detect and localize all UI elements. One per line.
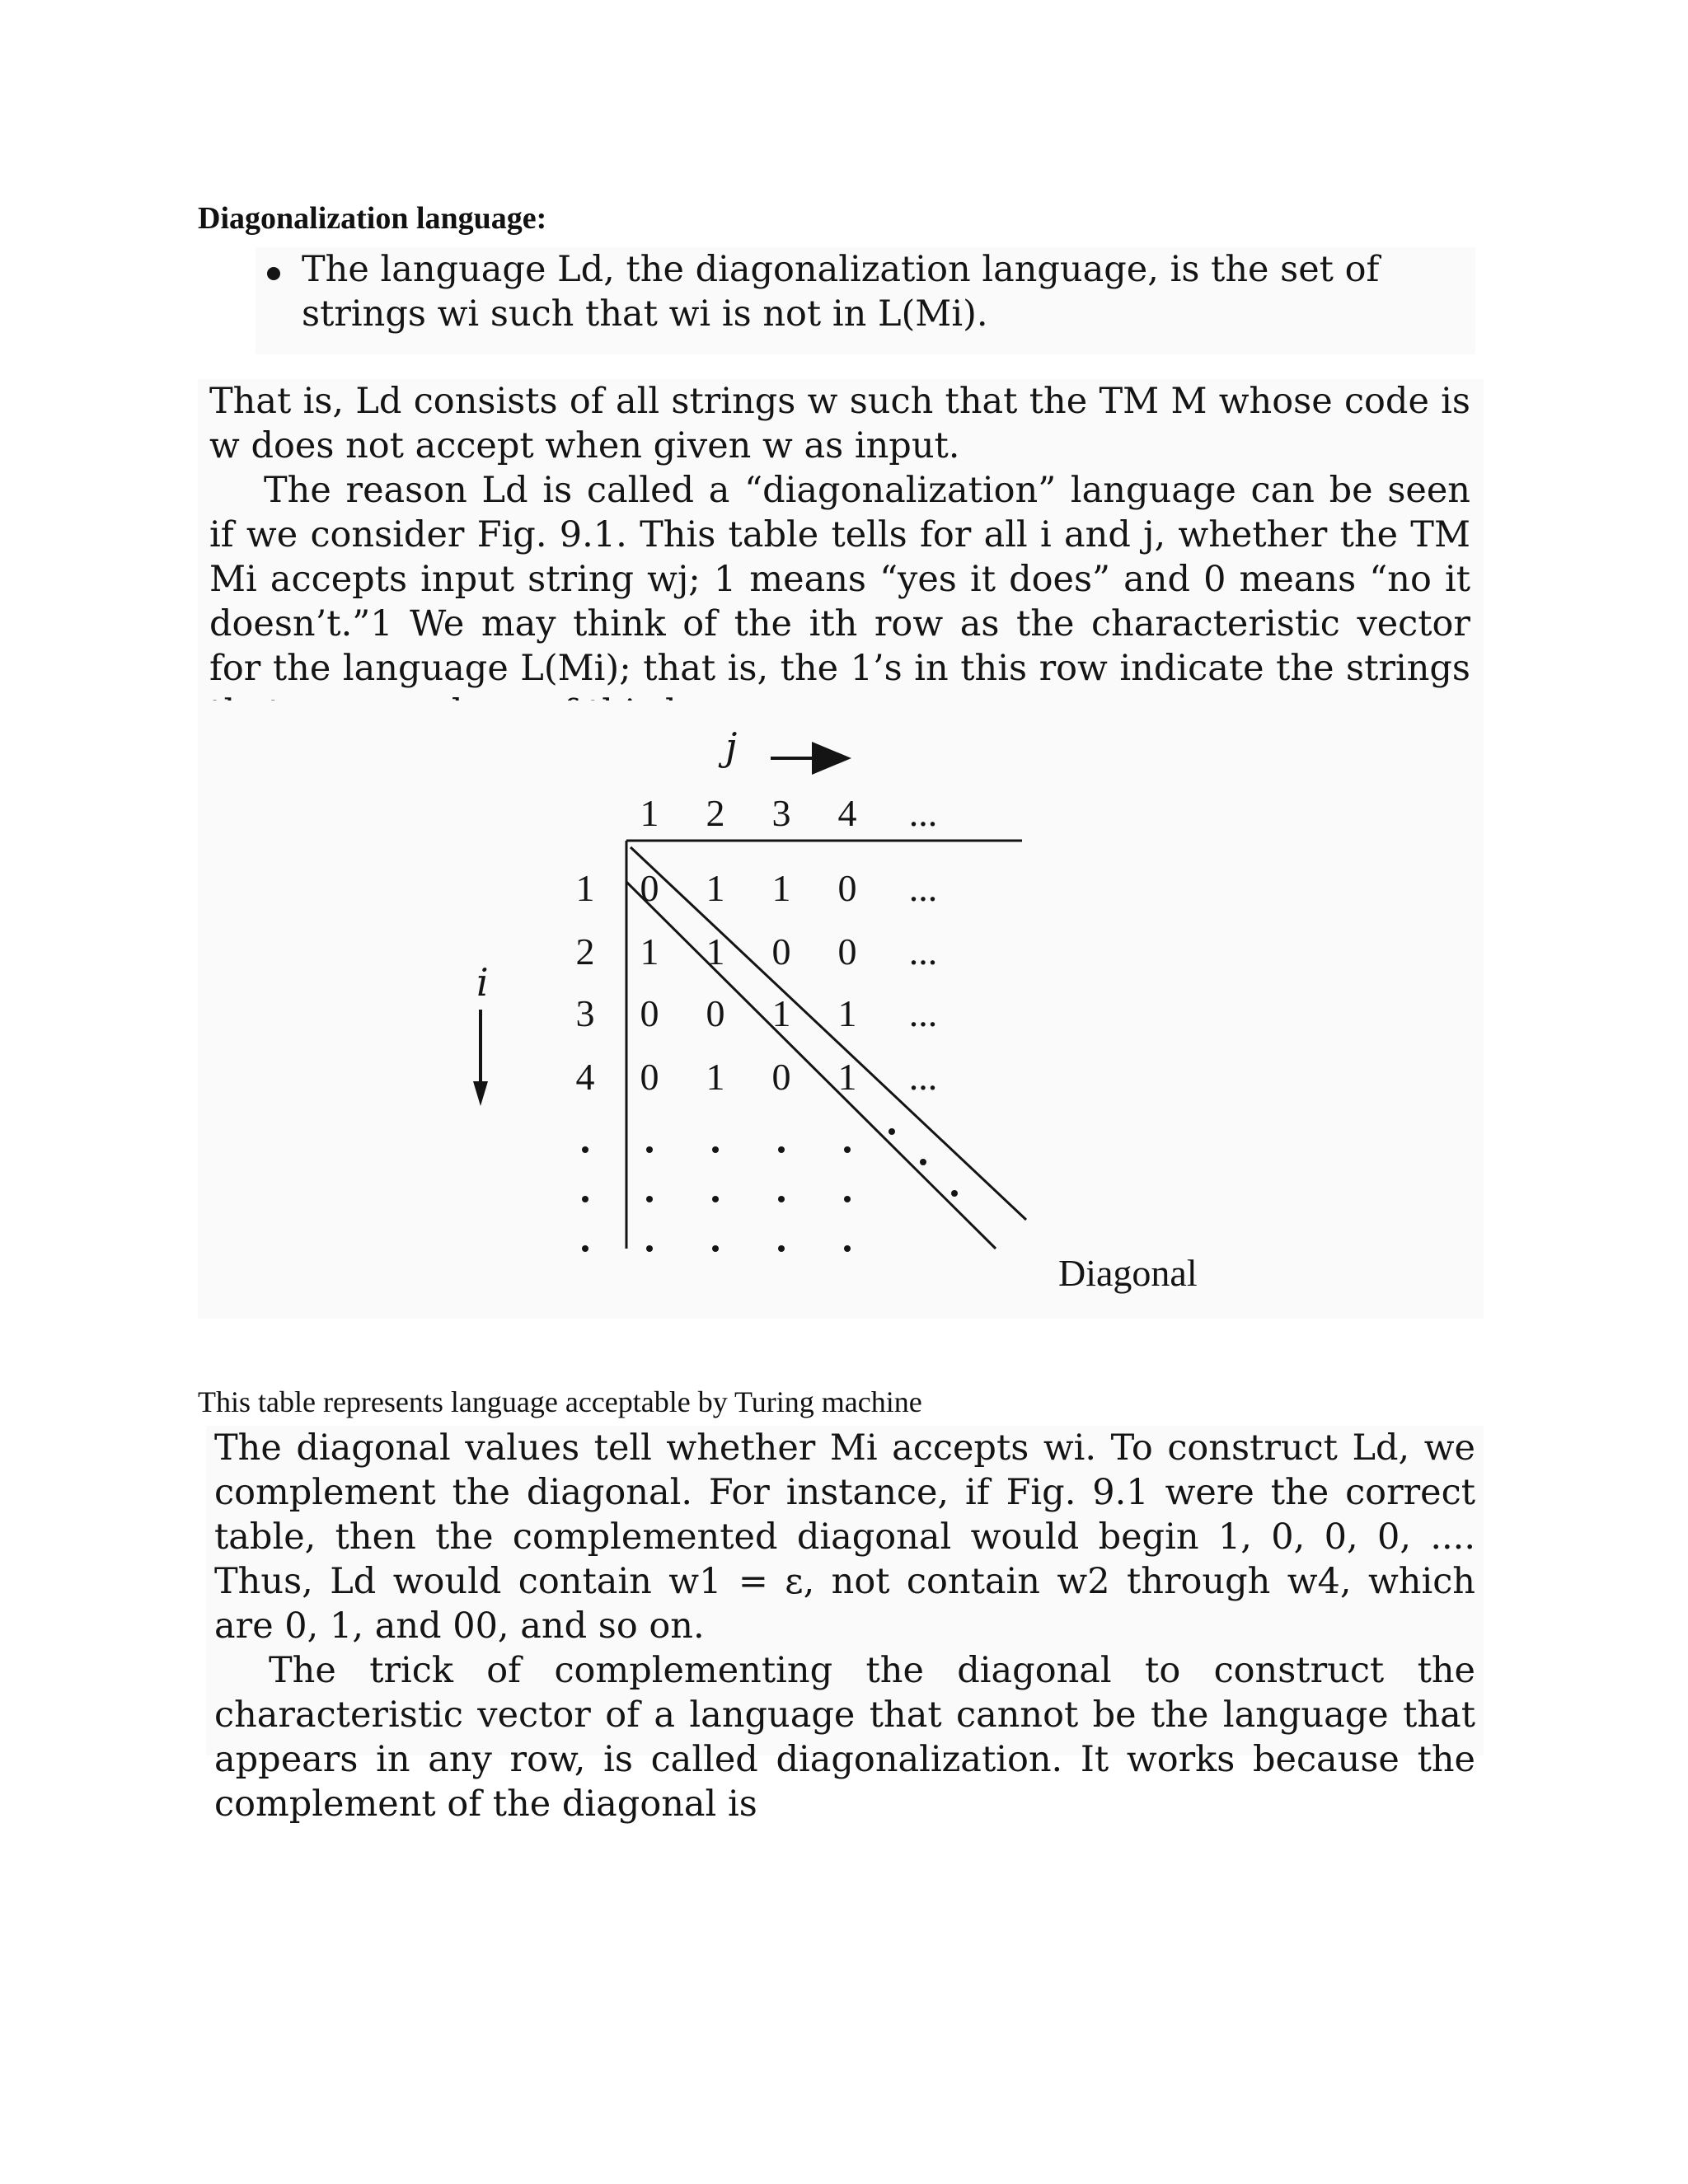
section-heading: Diagonalization language: (198, 201, 547, 236)
dot-r2-c1 (582, 1196, 588, 1202)
definition-text: The language Ld, the diagonalization language, is the set of strings wi such that wi is not in L(Mi). (302, 249, 1380, 335)
paragraph-trick: The trick of complementing the diagonal to construct the characteristic vector of a language that cannot be the language that appears in any row, is called diagonalization. It works because the complement of the diagonal is (214, 1650, 1475, 1825)
cell-r3-c1: 0 (640, 992, 659, 1034)
cell-r1-c2: 1 (706, 867, 725, 909)
diagonal-dot-3 (951, 1190, 958, 1197)
paragraph-reason: The reason Ld is called a “diagonalization” language can be seen if we consider Fig. 9.1. This table tells for all i and j, whether the TM Mi accepts input string wj; 1 means “yes it does” and 0 means “no it doesn’t.”1 We may think of the ith row as the characteristic vector for the language L(Mi); that is, the 1’s in this row indicate the strings (209, 470, 1470, 689)
cell-r2-c3: 0 (771, 930, 791, 972)
cell-r3-c4: 1 (837, 992, 857, 1034)
bullet-dot (267, 267, 280, 280)
column-header-4: 4 (837, 792, 857, 834)
diagonal-line-upper (631, 847, 1026, 1220)
cell-r4-c1: 0 (640, 1056, 659, 1098)
cell-r3-c5: ... (908, 992, 938, 1034)
cell-r1-c4: 0 (837, 867, 857, 909)
row-axis-label: i (476, 960, 489, 1005)
dot-r1-c5 (844, 1146, 851, 1153)
row-header-4: 4 (575, 1056, 595, 1098)
cell-r1-c1: 0 (640, 867, 659, 909)
continuation-dots (582, 1128, 958, 1252)
paragraph-diagonal: The diagonal values tell whether Mi accepts wi. To construct Ld, we complement the diagonal. For instance, if Fig. 9.1 were the correct table, then the complemented diagonal would begin 1, 0, 0, 0, .... Thus, Ld would contain w1 = ε, not contain w2 through w4, which are 0, 1, and 00, and so on. (214, 1427, 1475, 1647)
column-header-5: ... (908, 792, 938, 834)
acceptance-table-figure (198, 701, 1484, 1319)
dot-r2-c3 (712, 1196, 719, 1202)
dot-r1-c2 (646, 1146, 653, 1153)
dot-r1-c1 (582, 1146, 588, 1153)
continuation-block (206, 1426, 1484, 1825)
cell-r4-c4: 1 (837, 1056, 857, 1098)
dot-r2-c4 (778, 1196, 785, 1202)
dot-r2-c5 (844, 1196, 851, 1202)
diagonal-label: Diagonal (1058, 1252, 1198, 1294)
paragraph-intro: That is, Ld consists of all strings w such that the TM M whose code is w does not accept when given w as input. (209, 381, 1470, 466)
dot-r3-c4 (778, 1245, 785, 1252)
row-headers (576, 867, 595, 1098)
row-header-1: 1 (575, 867, 595, 909)
cell-r4-c3: 0 (771, 1056, 791, 1098)
row-header-2: 2 (575, 930, 595, 972)
column-header-1: 1 (640, 792, 659, 834)
cell-r2-c1: 1 (640, 930, 659, 972)
row-axis-arrowhead (473, 1081, 488, 1106)
dot-r3-c5 (844, 1245, 851, 1252)
cell-r1-c5: ... (908, 867, 938, 909)
diagonal-dot-1 (889, 1128, 895, 1135)
explanation-block (198, 379, 1484, 701)
dot-r3-c2 (646, 1245, 653, 1252)
figure-table (198, 701, 1484, 1319)
dot-r1-c4 (778, 1146, 785, 1153)
cell-r1-c3: 1 (771, 867, 791, 909)
definition-bullet (256, 247, 1513, 336)
row-header-3: 3 (575, 992, 595, 1034)
diagonal-dot-2 (920, 1159, 926, 1165)
column-header-2: 2 (706, 792, 725, 834)
dot-r3-c1 (582, 1245, 588, 1252)
column-axis-label: j (725, 724, 738, 769)
dot-r1-c3 (712, 1146, 719, 1153)
dot-r3-c3 (712, 1245, 719, 1252)
definition-block (256, 247, 1475, 354)
table-cells (640, 867, 938, 1098)
cell-r2-c2: 1 (706, 930, 725, 972)
cell-r3-c2: 0 (706, 992, 725, 1034)
cell-r3-c3: 1 (771, 992, 791, 1034)
diagonal-line-lower (626, 882, 996, 1249)
column-headers (640, 792, 938, 834)
dot-r2-c2 (646, 1196, 653, 1202)
figure-caption: This table represents language acceptable by Turing machine (198, 1385, 922, 1418)
cell-r2-c4: 0 (837, 930, 857, 972)
column-header-3: 3 (771, 792, 791, 834)
cell-r2-c5: ... (908, 930, 938, 972)
cell-r4-c2: 1 (706, 1056, 725, 1098)
cell-r4-c5: ... (908, 1056, 938, 1098)
